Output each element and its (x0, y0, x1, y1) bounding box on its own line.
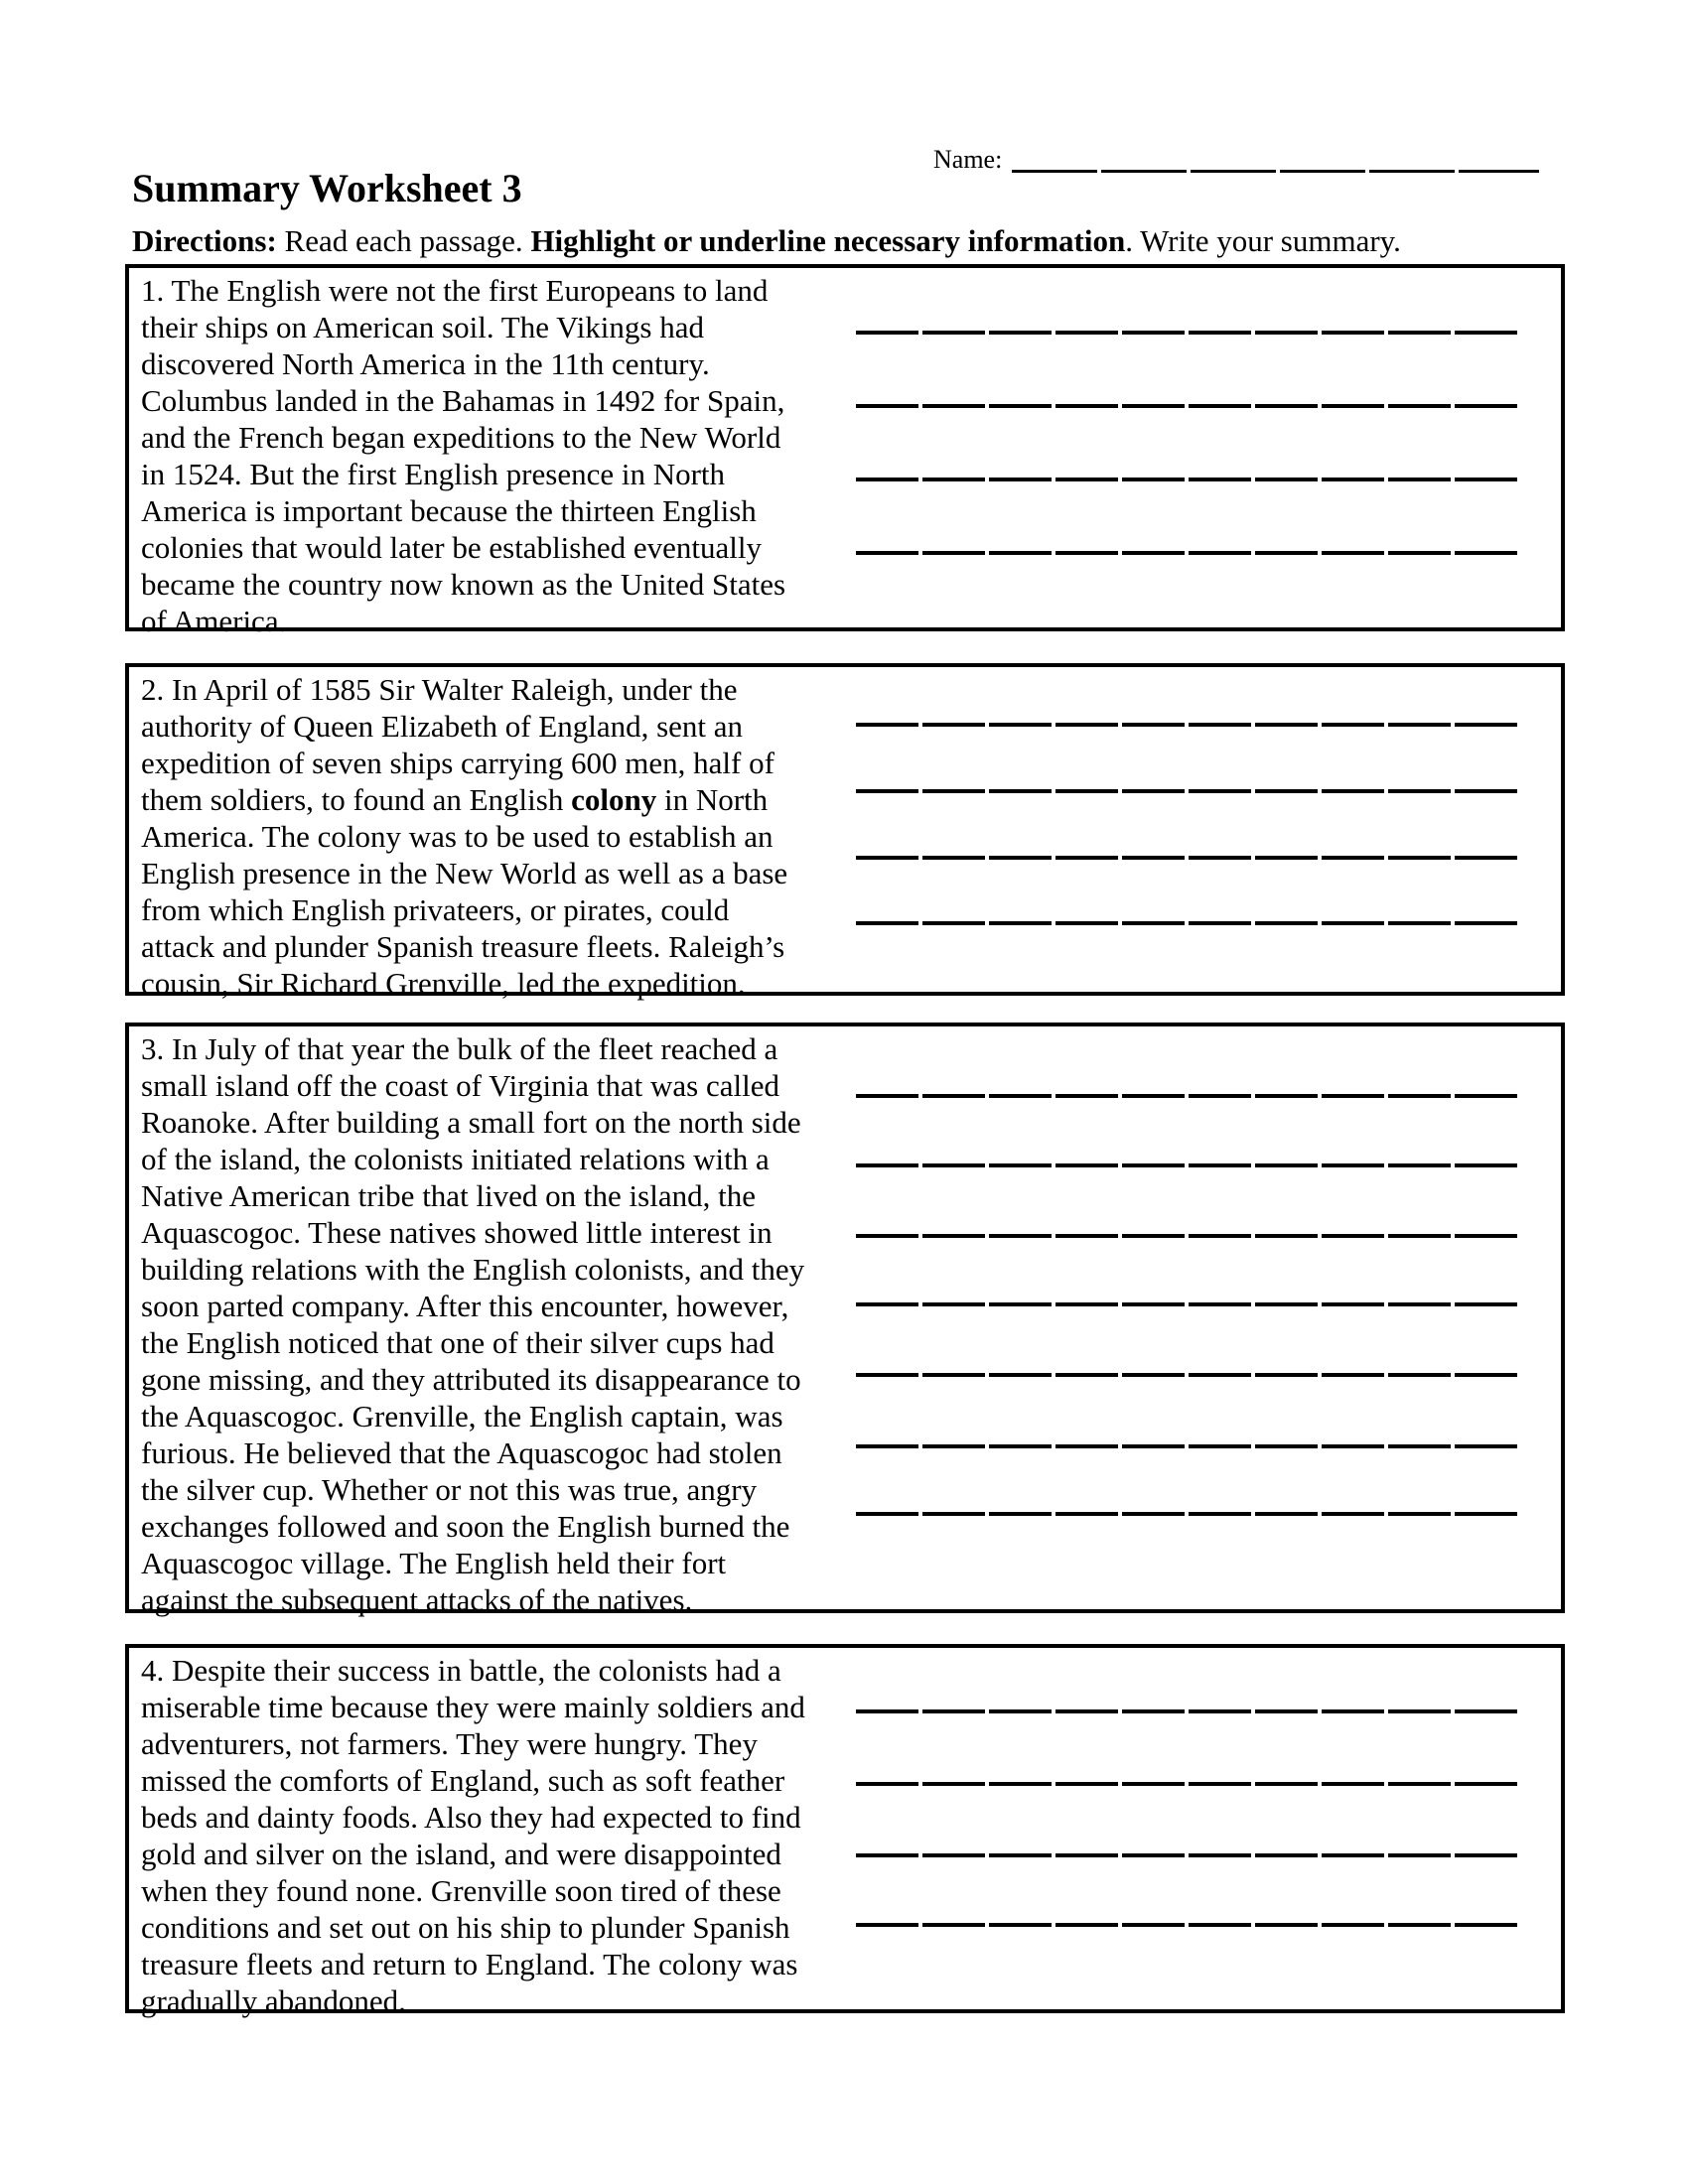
summary-write-line (856, 723, 1521, 727)
passage-2-text: 2. In April of 1585 Sir Walter Raleigh, under the authority of Queen Elizabeth of England, sent an expedition of seven ships carrying 600 men, half of them soldiers, to found an English colony in North America. The colony was to be used to establish an English presence in the New World as well as a base from which English privateers, or pirates, could attack and plunder Spanish treasure fleets. Raleigh’s cousin, Sir Richard Grenville, led the expedition. (141, 672, 788, 1001)
directions-text: Directions: Read each passage. Highlight or underline necessary information. Write your summary. (132, 223, 1401, 258)
name-write-line (1012, 170, 1539, 173)
summary-write-line (856, 1163, 1521, 1167)
summary-write-line (856, 856, 1521, 860)
summary-write-line (856, 789, 1521, 793)
summary-write-line (856, 478, 1521, 481)
summary-write-line (856, 1234, 1521, 1238)
summary-write-line (856, 551, 1521, 555)
passage-box-3 (125, 1023, 1565, 1617)
page-title: Summary Worksheet 3 (132, 166, 522, 210)
summary-write-line (856, 1512, 1521, 1516)
summary-write-line (856, 1853, 1521, 1857)
summary-write-line (856, 1709, 1521, 1713)
summary-write-line (856, 1373, 1521, 1377)
summary-write-line (856, 1444, 1521, 1448)
summary-write-line (856, 1094, 1521, 1098)
name-row (933, 137, 1539, 175)
name-label: Name: (933, 145, 1003, 174)
summary-write-line (856, 1302, 1521, 1306)
summary-write-line (856, 404, 1521, 408)
passage-box-1 (125, 264, 1565, 638)
passage-box-2 (125, 663, 1565, 1001)
passage-1-text: 1. The English were not the first Europeans to land their ships on American soil. The Vikings had discovered North America in the 11th century. Columbus landed in the Bahamas in 1492 for Spain, and the French began expeditions to the New World in 1524. But the first English presence in North America is important because the thirteen English colonies that would later be established eventually became the country now known as the United States of America. (141, 273, 786, 638)
passage-3-text: 3. In July of that year the bulk of the fleet reached a small island off the coast of Virginia that was called Roanoke. After building a small fort on the north side of the island, the colonists initiated relations with a Native American tribe that lived on the island, the Aquascogoc. These natives showed little interest in building relations with the English colonists, and they soon parted company. After this encounter, however, the English noticed that one of their silver cups had gone missing, and they attributed its disappearance to the Aquascogoc. Grenville, the English captain, was furious. He believed that the Aquascogoc had stolen the silver cup. Whether or not this was true, angry exchanges followed and soon the English burned the Aquascogoc village. The English held their fort against the subsequent attacks of the natives. (141, 1031, 805, 1617)
passage-4-text: 4. Despite their success in battle, the colonists had a miserable time because they were mainly soldiers and adventurers, not farmers. They were hungry. They missed the comforts of England, such as soft feather beds and dainty foods. Also they had expected to find gold and silver on the island, and were disappointed when they found none. Grenville soon tired of these conditions and set out on his ship to plunder Spanish treasure fleets and return to England. The colony was gradually abandoned. (141, 1653, 805, 2018)
summary-write-line (856, 921, 1521, 925)
summary-write-line (856, 1923, 1521, 1927)
summary-write-line (856, 1782, 1521, 1786)
passage-box-4 (125, 1644, 1565, 2018)
summary-write-line (856, 331, 1521, 335)
